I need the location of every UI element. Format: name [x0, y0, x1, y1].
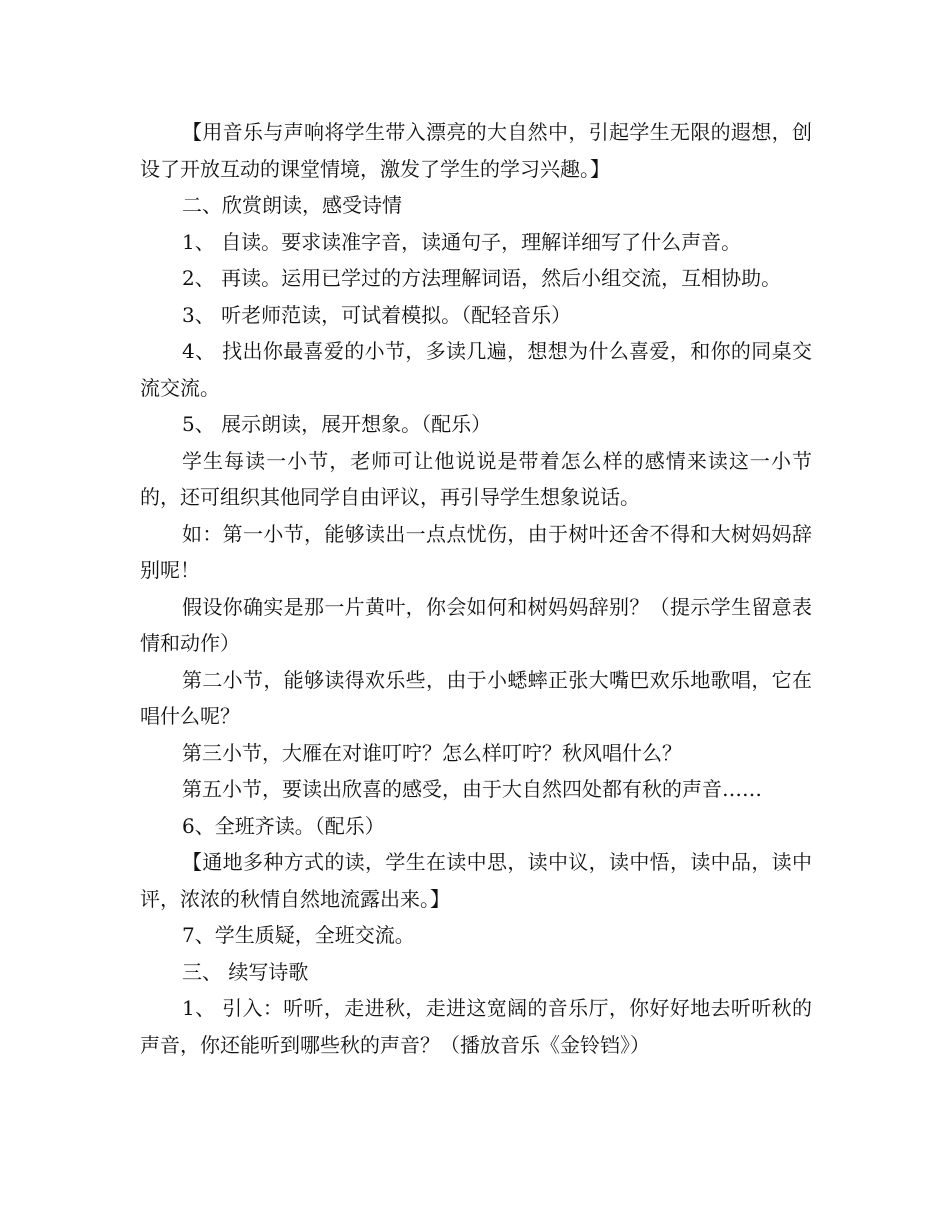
body-paragraph: 如：第一小节，能够读出一点点忧伤，由于树叶还舍不得和大树妈妈辞别呢！	[140, 521, 812, 582]
body-paragraph: 第五小节，要读出欣喜的感受，由于大自然四处都有秋的声音……	[182, 777, 762, 801]
step-item: 3、 听老师范读，可试着模拟。（配轻音乐）	[182, 302, 572, 327]
step-item: 1、 自读。要求读准字音，读通句子，理解详细写了什么声音。	[182, 229, 742, 254]
step-item: 4、 找出你最喜爱的小节，多读几遍，想想为什么喜爱，和你的同桌交流交流。	[140, 339, 812, 400]
step-item: 5、 展示朗读，展开想象。（配乐）	[182, 412, 492, 436]
annotation-paragraph: 【用音乐与声响将学生带入漂亮的大自然中，引起学生无限的遐想，创设了开放互动的课堂情境，激发了学生的学习兴趣。】	[140, 120, 812, 181]
body-paragraph: 第二小节，能够读得欢乐些，由于小蟋蟀正张大嘴巴欢乐地歌唱，它在唱什么呢？	[140, 667, 812, 728]
annotation-paragraph: 【通地多种方式的读，学生在读中思，读中议，读中悟，读中品，读中评，浓浓的秋情自然地流露出来。】	[140, 850, 812, 911]
body-paragraph: 第三小节，大雁在对谁叮咛？怎么样叮咛？秋风唱什么？	[182, 740, 682, 765]
section-heading: 三、 续写诗歌	[182, 959, 309, 984]
document-body	[140, 114, 812, 1063]
body-paragraph: 假设你确实是那一片黄叶，你会如何和树妈妈辞别？（提示学生留意表情和动作）	[140, 594, 812, 655]
step-item: 7、学生质疑，全班交流。	[182, 923, 415, 947]
step-item: 1、 引入：听听，走进秋，走进这宽阔的音乐厅，你好好地去听听秋的声音，你还能听到哪些秋的声音？（播放音乐《金铃铛》）	[140, 996, 812, 1057]
step-item: 6、全班齐读。（配乐）	[182, 813, 385, 838]
section-heading: 二、欣赏朗读，感受诗情	[182, 193, 402, 217]
body-paragraph: 学生每读一小节，老师可让他说说是带着怎么样的感情来读这一小节的，还可组织其他同学自由评议，再引导学生想象说话。	[140, 448, 812, 509]
step-item: 2、 再读。运用已学过的方法理解词语，然后小组交流，互相协助。	[182, 266, 782, 290]
